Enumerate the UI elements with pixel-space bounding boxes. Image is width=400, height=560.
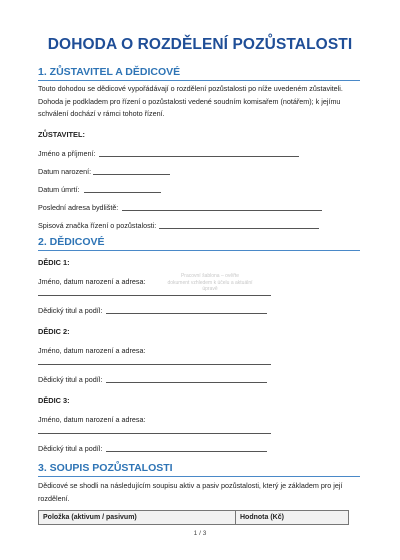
section-1-heading: 1. ZŮSTAVITEL A DĚDICOVÉ <box>38 66 181 78</box>
probate-file-field[interactable] <box>159 228 319 229</box>
estate-items-table <box>38 510 349 525</box>
section-3-paragraph <box>38 480 364 505</box>
heir-1-name-label: Jméno, datum narození a adresa: <box>38 277 146 286</box>
decedent-name-label: Jméno a příjmení: <box>38 149 96 158</box>
heir-1-label: DĚDIC 1: <box>38 258 70 267</box>
heir-1-title-label: Dědický titul a podíl: <box>38 306 103 315</box>
decedent-name-field[interactable] <box>99 156 299 157</box>
decedent-birth-field[interactable] <box>93 174 170 175</box>
section-3-heading: 3. SOUPIS POZŮSTALOSTI <box>38 462 173 474</box>
heir-3-label: DĚDIC 3: <box>38 396 70 405</box>
heir-2-name-label: Jméno, datum narození a adresa: <box>38 346 146 355</box>
document-title: DOHODA O ROZDĚLENÍ POZŮSTALOSTI <box>47 36 353 53</box>
decedent-death-label: Datum úmrtí: <box>38 185 80 194</box>
section-3-divider <box>38 476 360 477</box>
section-2-divider <box>38 250 360 251</box>
heir-1-name-field[interactable] <box>38 295 271 296</box>
section-1-divider <box>38 80 360 81</box>
heir-3-name-field[interactable] <box>38 433 271 434</box>
section-3-paragraph-line: Dědicové se shodli na následujícím soupisu aktiv a pasiv pozůstalosti, který je základem pro její <box>38 481 343 490</box>
heir-2-label: DĚDIC 2: <box>38 327 70 336</box>
heir-2-title-label: Dědický titul a podíl: <box>38 375 103 384</box>
section-1-paragraph-line: schválení dochází v rámci tohoto řízení. <box>38 109 165 118</box>
heir-3-name-label: Jméno, datum narození a adresa: <box>38 415 146 424</box>
decedent-address-label: Poslední adresa bydliště: <box>38 203 119 212</box>
table-header-value: Hodnota (Kč) <box>236 511 349 525</box>
heir-3-title-label: Dědický titul a podíl: <box>38 444 103 453</box>
heir-3-title-field[interactable] <box>106 451 267 452</box>
table-header-row <box>39 511 349 525</box>
watermark-line: úpravě <box>202 286 218 292</box>
watermark-line: Pracovní šablona – ověřte <box>180 273 240 279</box>
section-1-paragraph-line: Dohoda je podkladem pro řízení o pozůstalosti vedené soudním komisařem (notářem); k jejímu <box>38 96 341 106</box>
heir-2-title-field[interactable] <box>106 382 267 383</box>
section-2-heading: 2. DĚDICOVÉ <box>38 236 105 248</box>
probate-file-label: Spisová značka řízení o pozůstalosti: <box>38 221 157 230</box>
page-number: 1 / 3 <box>193 530 207 537</box>
watermark <box>150 273 270 293</box>
table-header-item: Položka (aktivum / pasivum) <box>39 511 236 525</box>
decedent-death-field[interactable] <box>84 192 161 193</box>
heir-2-name-field[interactable] <box>38 364 271 365</box>
decedent-label: ZŮSTAVITEL: <box>38 130 85 139</box>
decedent-birth-label: Datum narození: <box>38 167 92 176</box>
decedent-address-field[interactable] <box>122 210 322 211</box>
section-3-paragraph-line: rozdělení. <box>38 493 70 503</box>
section-1-paragraph-line: Touto dohodou se dědicové vypořádávají o rozdělení pozůstalosti po níže uvedeném zůstaviteli. <box>38 84 343 93</box>
section-1-paragraph <box>38 83 364 121</box>
watermark-line: dokument vzhledem k účelu a aktuální <box>167 279 253 286</box>
heir-1-title-field[interactable] <box>106 313 267 314</box>
